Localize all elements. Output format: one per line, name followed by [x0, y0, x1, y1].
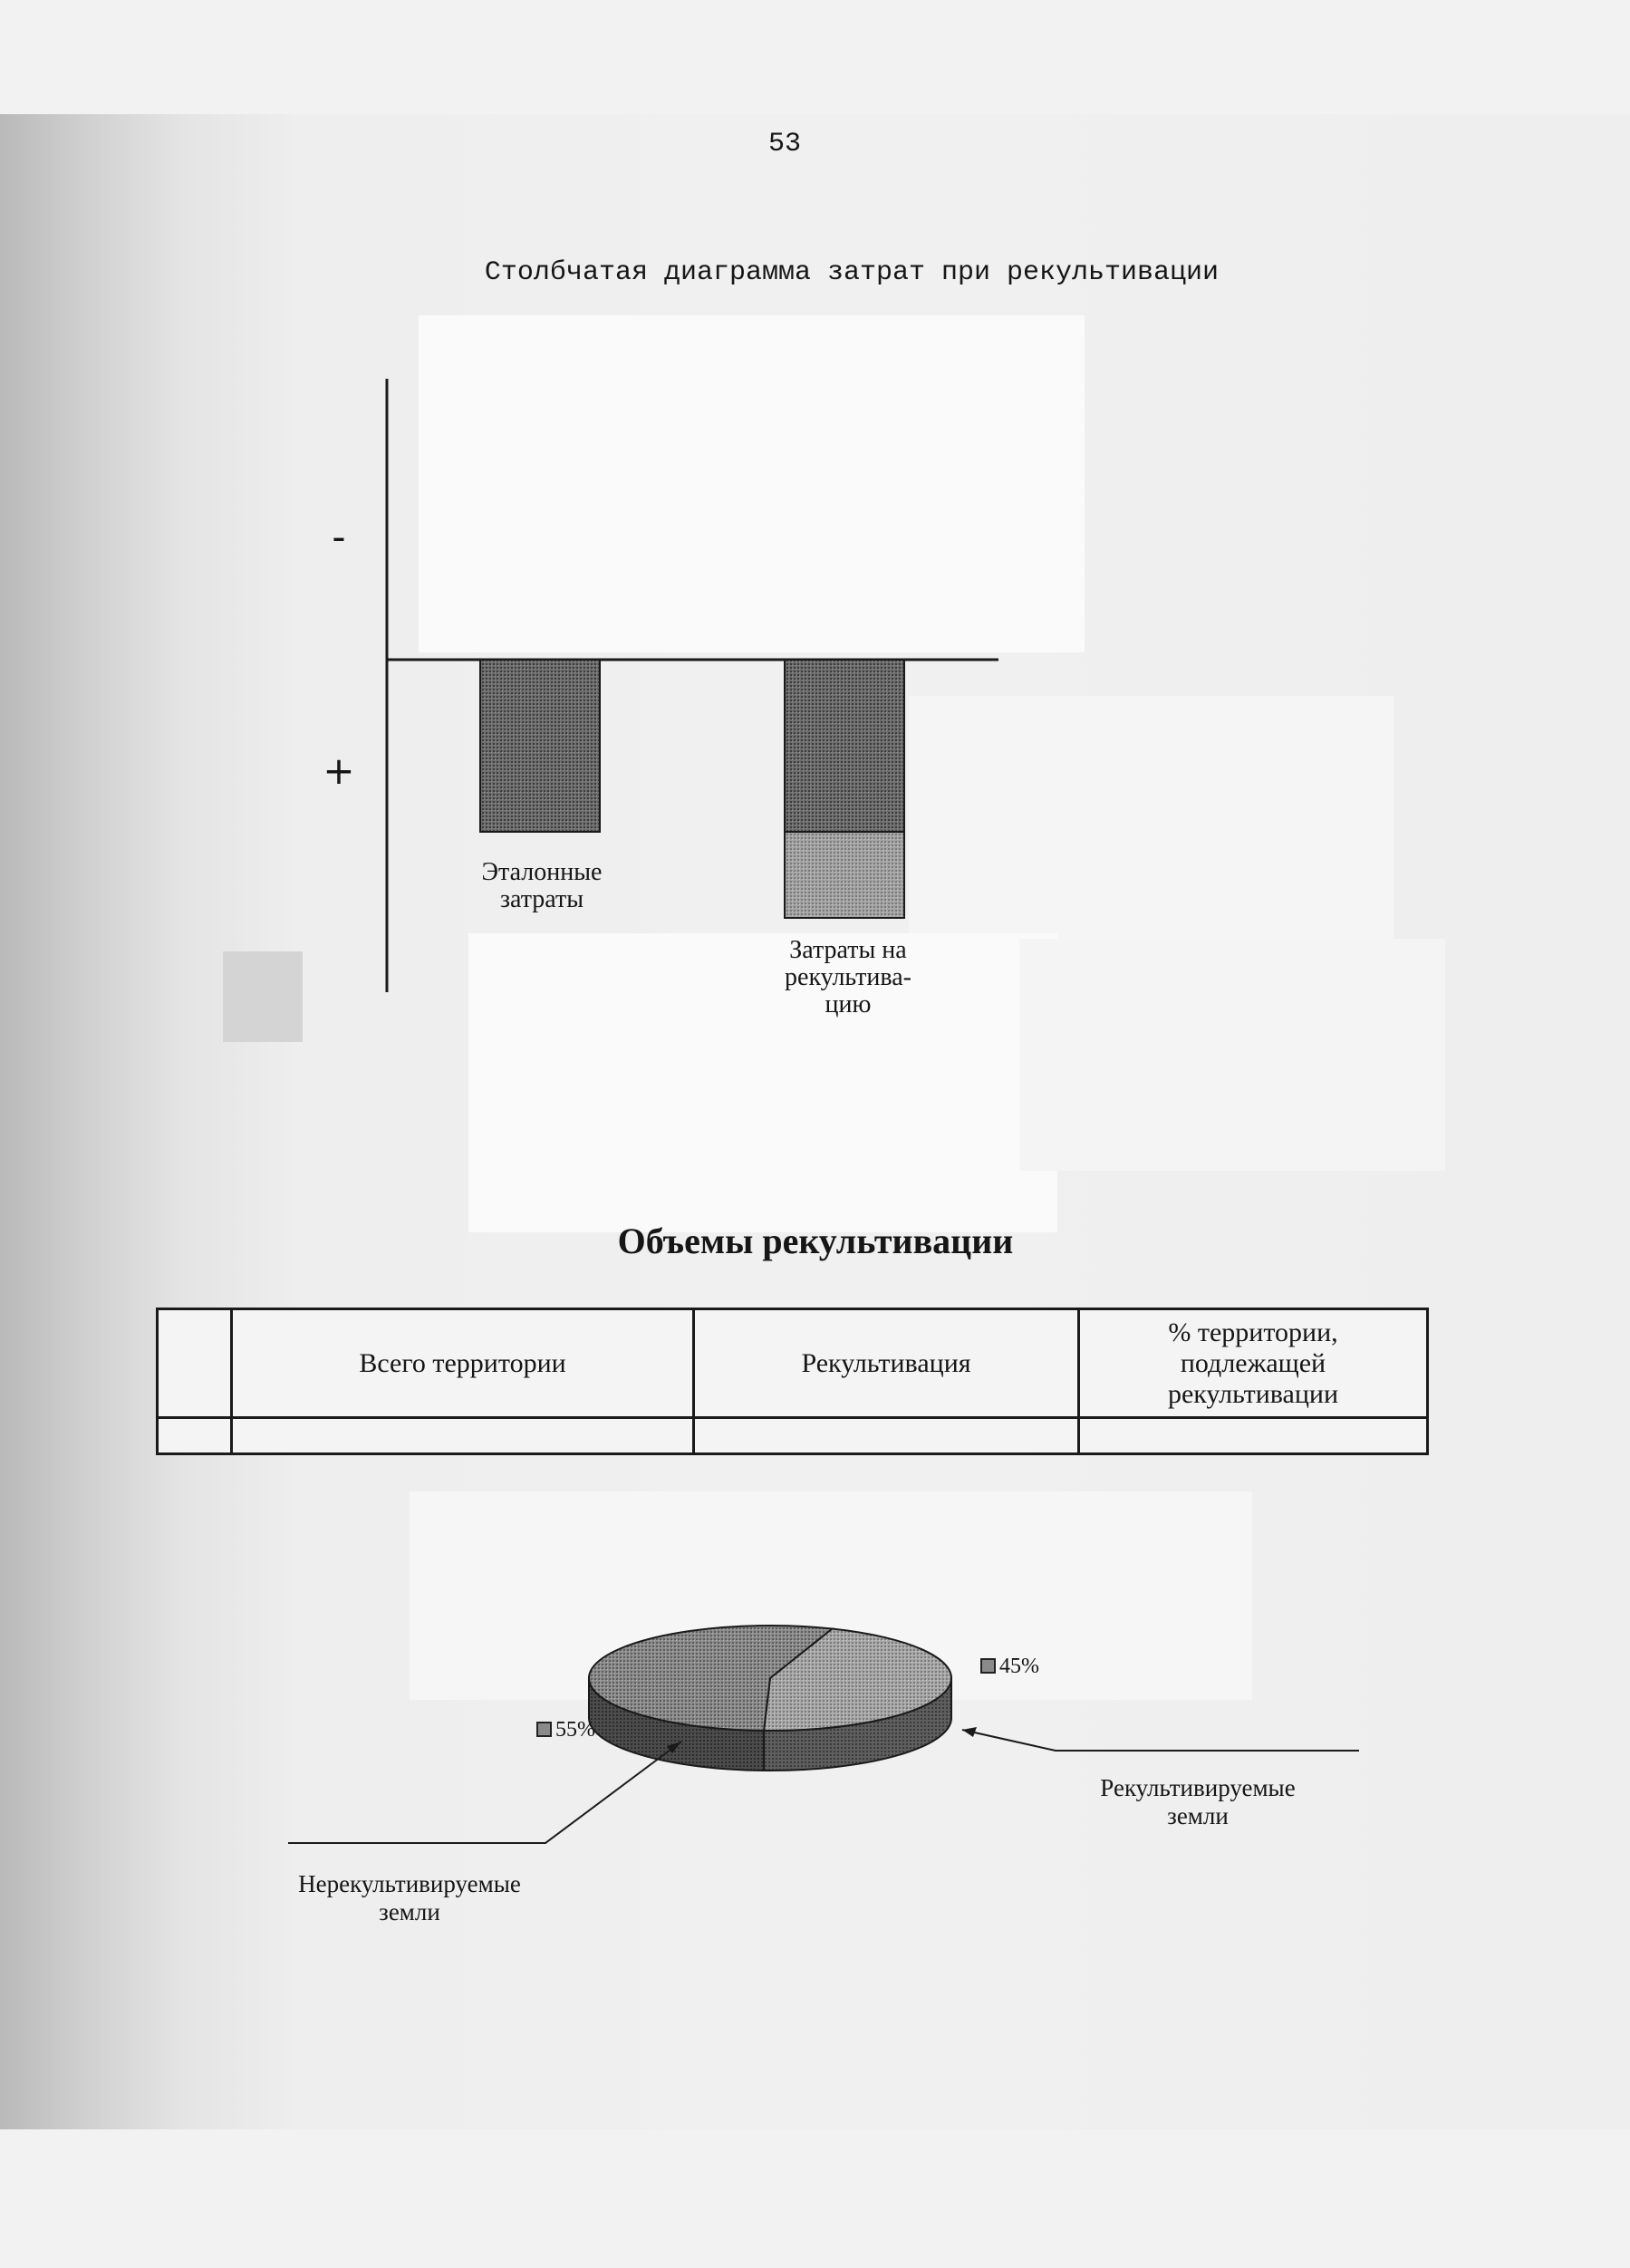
pie-slices-group [589, 1626, 951, 1771]
pie-caption-line: Рекультивируемые [1100, 1774, 1296, 1801]
axis-plus-sign: + [323, 748, 355, 793]
leader-line-reclaimed [962, 1730, 1359, 1751]
table-header-cell: % территории, подлежащей рекультивации [1079, 1309, 1428, 1418]
pie-legend-value: 55% [555, 1718, 595, 1742]
bar-chart-title: Столбчатая диаграмма затрат при рекультивации [484, 257, 1220, 288]
bar-label-line: Затраты на [789, 936, 907, 964]
pie-legend-45 [980, 1655, 1039, 1679]
bar-label-line: цию [825, 990, 872, 1018]
pie-legend-value: 45% [999, 1655, 1039, 1678]
pie-caption-line: земли [1167, 1802, 1229, 1829]
table-title: Объемы рекультивации [617, 1221, 1014, 1261]
legend-swatch-icon [536, 1722, 552, 1737]
leader-line-non-reclaimed [288, 1742, 681, 1843]
axis-minus-sign: - [332, 515, 346, 559]
page-number: 53 [767, 129, 801, 159]
pie-caption-non-reclaimed [265, 1870, 555, 1926]
bar-label-line: затраты [499, 885, 584, 913]
pie-legend-55 [536, 1718, 595, 1742]
pie-caption-reclaimed [1053, 1774, 1343, 1830]
pie-caption-line: Нерекультивируемые [298, 1870, 521, 1897]
table-header-cell: Всего территории [232, 1309, 694, 1418]
bar-label-line: Эталонные [481, 858, 603, 886]
table-header-cell: Рекультивация [694, 1309, 1079, 1418]
leader-arrow [962, 1727, 977, 1737]
pie-caption-line: земли [379, 1898, 440, 1925]
bar-label-line: рекультива- [785, 963, 911, 991]
legend-swatch-icon [980, 1658, 996, 1674]
